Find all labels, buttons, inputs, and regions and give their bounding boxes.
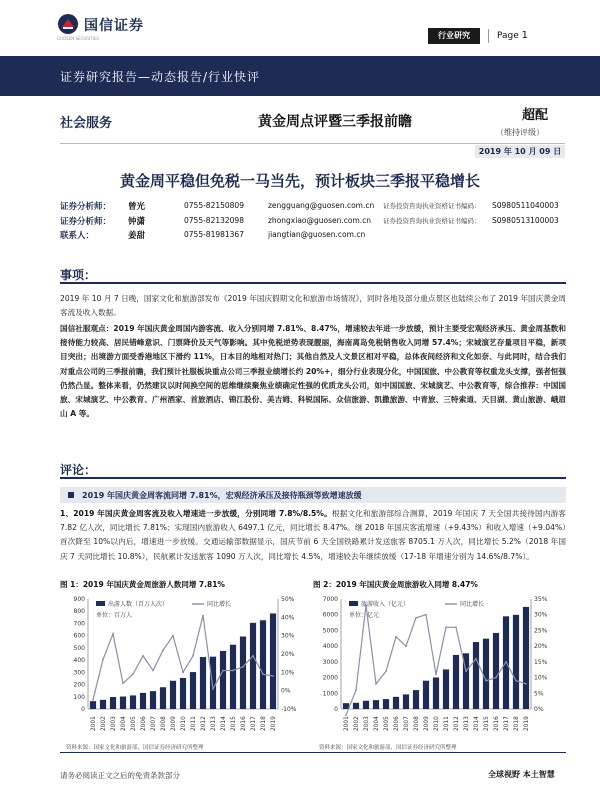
growth-point	[172, 635, 174, 637]
bar	[513, 615, 519, 709]
growth-point	[122, 682, 124, 684]
bar	[150, 691, 156, 709]
contact-name: 姜甜	[128, 231, 146, 241]
figure-bottom-rule	[60, 752, 566, 753]
bar	[270, 613, 276, 709]
y-right-tick-label: 0%	[534, 706, 544, 713]
analyst-email[interactable]: zhongxiao@guosen.com.cn	[268, 215, 372, 225]
bar	[353, 703, 359, 709]
y-right-tick-label: 40%	[281, 614, 295, 622]
x-tick-label: 2012	[454, 716, 460, 731]
unit-note: 单位：亿元	[349, 612, 380, 619]
company-name: 国信证券	[84, 18, 144, 34]
y-right-tick-label: 35%	[534, 596, 548, 603]
x-tick-label: 2010	[434, 716, 440, 731]
report-category: 证券研究报告—动态报告/行业快评	[60, 70, 261, 84]
x-tick-label: 2015	[231, 716, 237, 731]
x-tick-label: 2003	[364, 716, 370, 731]
subsection-bar	[60, 487, 566, 503]
x-tick-label: 2017	[504, 716, 510, 731]
y-left-tick-label: 100	[73, 693, 85, 701]
rating-note: （维持评级）	[496, 128, 544, 137]
growth-point	[262, 673, 264, 675]
chart-2-svg	[313, 591, 562, 741]
bar	[240, 637, 246, 709]
bar	[403, 694, 409, 709]
bar	[120, 697, 126, 709]
events-heading	[60, 266, 566, 284]
growth-point	[405, 645, 407, 647]
growth-point	[465, 670, 467, 672]
bar	[493, 633, 499, 709]
y-left-tick-label: 6000	[322, 611, 338, 619]
growth-point	[212, 688, 214, 690]
bar	[473, 642, 479, 709]
report-title: 黄金周点评暨三季报前瞻	[258, 114, 412, 130]
legend-bar-swatch	[349, 601, 358, 606]
bar	[180, 678, 186, 709]
growth-point	[142, 655, 144, 657]
x-tick-label: 2015	[484, 716, 490, 731]
analyst-row	[60, 215, 580, 230]
events-paragraph-2: 国信社服观点：2019 年国庆黄金周国内游客流、收入分别同增 7.81%、8.47%，增速较去年进一步放缓，预计主要受宏观经济承压、黄金周基数和接待能力较高、居民错峰意识、门票降价及天气等影响。其中免税逆势表现靓丽，海南离岛免税销售收入同增 57.4%；宋城演艺存量项目平稳，新项目突出；出境游方面受香港地区下滑约 11%，日本目的地相对热门；其他自然及人文景区相对平稳，总体夜间经济和文化如奈、与此同时，结合我们对重点公司的三季报前瞻，我们预计社服板块重点公司三季报业绩增长约 20%+，细分行业表现分化，中国国旅、中公教育等权重龙头支撑，强者恒强仍然凸显。整体来看，仍然建议以时间换空间的思维继续聚焦业绩确定性强的优质龙头公司，如中国国旅、宋城演艺、中公教育等，综合推荐：中国国旅、宋城演艺、中公教育、广州酒家、首旅酒店、锦江股份、美吉姆、科锐国际、众信旅游、凯撒旅游、中青旅、三特索道、天目湖、黄山旅游、峨眉山 A 等。	[60, 324, 566, 419]
growth-point	[475, 658, 477, 660]
legend-line-label: 同比增长	[207, 601, 232, 608]
figure-2-chart	[313, 591, 562, 741]
growth-point	[192, 655, 194, 657]
legend-bar-label: 出游人数（百万人次）	[108, 601, 169, 608]
divider	[60, 143, 565, 144]
sector-row	[0, 100, 600, 140]
legend-bar-swatch	[96, 601, 105, 606]
y-left-tick-label: 300	[73, 669, 85, 677]
y-left-tick-label: 600	[73, 632, 85, 640]
x-tick-label: 2009	[171, 716, 177, 731]
bar	[250, 623, 256, 709]
growth-point	[182, 671, 184, 673]
growth-point	[162, 649, 164, 651]
bar	[140, 693, 146, 709]
growth-point	[515, 680, 517, 682]
y-right-tick-label: 30%	[281, 632, 295, 640]
y-left-tick-label: 1000	[322, 690, 338, 698]
bar	[383, 699, 389, 709]
growth-point	[355, 689, 357, 691]
growth-point	[222, 670, 224, 672]
growth-point	[485, 680, 487, 682]
x-tick-label: 2008	[161, 716, 167, 731]
analyst-cert-number: S0980511040003	[492, 201, 559, 210]
sector-label: 社会服务	[60, 116, 113, 131]
report-type-tag: 行业研究	[428, 28, 480, 44]
growth-point	[495, 677, 497, 679]
analyst-row	[60, 229, 580, 244]
y-left-tick-label: 400	[73, 657, 85, 665]
x-tick-label: 2006	[394, 716, 400, 731]
footer-disclaimer: 请务必阅读正文之后的免责条款部分	[60, 771, 180, 780]
bar	[260, 620, 266, 709]
x-tick-label: 2008	[414, 716, 420, 731]
page-label: Page	[497, 31, 519, 41]
figure-2-source: 资料来源：国家文化和旅游部，国信证券经济研究所整理	[319, 745, 457, 751]
comments-paragraph-body: 根据文化和旅游部综合测算，2019 年国庆 7 天全国共接待国内游客 7.82 亿人次，同比增长 7.81%；实现国内旅游收入 6497.1 亿元，同比增长 8.47%。继 2018 年国庆客流增速（+9.43%）和收入增速（+9.04%）首次降至 10%以内后，增速进一步放缓。交通运输部数据显示，国庆节前 6 天全国铁路累计发送旅客 8705.1 万人次，同比增长 5.2%（2018 年国庆 7 天同比增长 10.8%），民航累计发送旅客 1090 万人次，同比增长 4.5%，增速较去年继续放缓（17-18 年增速分别为 14.6%/8.7%）。	[60, 509, 566, 561]
growth-point	[232, 670, 234, 672]
y-left-tick-label: 900	[73, 596, 85, 603]
comments-paragraph-lead: 1、2019 年国庆黄金周客流及收入增速进一步放缓，分别同增 7.8%/8.5%。	[60, 509, 332, 518]
y-left-tick-label: 700	[73, 620, 85, 628]
analyst-row	[60, 200, 580, 215]
growth-point	[435, 674, 437, 676]
x-tick-label: 2001	[91, 716, 97, 731]
analyst-phone: 0755-82132098	[184, 215, 244, 225]
x-tick-label: 2011	[444, 716, 450, 731]
report-date: 2019 年 10 月 09 日	[475, 145, 565, 158]
growth-point	[132, 673, 134, 675]
analyst-cert-number: S0980513100003	[492, 215, 559, 225]
growth-point	[92, 699, 94, 701]
x-tick-label: 2019	[271, 716, 277, 731]
company-subname: GUOSEN SECURITIES	[57, 36, 99, 41]
x-tick-label: 2005	[384, 716, 390, 731]
figure-2-title: 图 2：2019 年国庆黄金周旅游收入同增 8.47%	[313, 580, 478, 589]
events-paragraph-1: 2019 年 10 月 7 日晚，国家文化和旅游部发布《2019 年国庆假期文化和旅游市场情况》，同时各地及部分重点景区也陆续公布了 2019 年国庆黄金周客流及收入数据。	[60, 294, 566, 318]
analyst-list	[60, 200, 580, 244]
bar	[110, 697, 116, 709]
bar	[443, 669, 449, 709]
bar	[130, 695, 136, 709]
bar	[100, 700, 106, 709]
bar	[220, 651, 226, 709]
x-tick-label: 2002	[101, 716, 107, 731]
events-heading-text: 事项：	[60, 268, 97, 282]
contact-email[interactable]: jiangtian@guosen.com.cn	[268, 230, 366, 239]
bullet-square-icon	[68, 492, 74, 498]
figure-1-source: 资料来源：国家文化和旅游部，国信证券经济研究所整理	[66, 745, 204, 751]
legend-line-label: 同比增长	[460, 601, 485, 608]
figure-1-title: 图 1：2019 年国庆黄金周旅游人数同增 7.81%	[60, 580, 225, 589]
x-tick-label: 2016	[241, 716, 247, 731]
bar	[393, 697, 399, 709]
x-tick-label: 2014	[221, 716, 227, 731]
y-right-tick-label: 20%	[534, 643, 548, 651]
x-tick-label: 2017	[251, 716, 257, 731]
growth-point	[102, 659, 104, 661]
bar	[413, 690, 419, 709]
y-right-tick-label: 5%	[534, 690, 544, 698]
x-tick-label: 2004	[121, 716, 127, 731]
x-tick-label: 2013	[464, 716, 470, 731]
x-tick-label: 2018	[261, 716, 267, 731]
category-banner	[0, 56, 600, 96]
x-tick-label: 2011	[191, 716, 197, 731]
bar	[433, 677, 439, 709]
bar	[483, 639, 489, 709]
y-left-tick-label: 7000	[322, 596, 338, 603]
analyst-cert-label: 证券投资咨询执业资格证书编码：	[383, 202, 481, 210]
x-tick-label: 2016	[494, 716, 500, 731]
footer-slogan: 全球视野 本土智慧	[488, 770, 555, 779]
x-tick-label: 2012	[201, 716, 207, 731]
page-number: 1	[521, 30, 529, 41]
guosen-logo-icon	[57, 13, 79, 35]
bar	[200, 657, 206, 709]
y-left-tick-label: 4000	[322, 643, 338, 651]
y-left-tick-label: 200	[73, 681, 85, 689]
x-tick-label: 2007	[151, 716, 157, 731]
bar	[90, 701, 96, 709]
page-indicator	[488, 29, 528, 43]
x-tick-label: 2007	[404, 716, 410, 731]
main-title: 黄金周平稳但免税一马当先，预计板块三季报平稳增长	[119, 172, 480, 190]
x-tick-label: 2006	[141, 716, 147, 731]
y-right-tick-label: 0%	[281, 687, 291, 695]
y-right-tick-label: 50%	[281, 596, 295, 603]
y-right-tick-label: 10%	[281, 669, 295, 677]
y-left-tick-label: 2000	[322, 674, 338, 682]
rating: 超配	[522, 108, 549, 123]
bar	[453, 655, 459, 709]
subsection-title: 2019 年国庆黄金周客流同增 7.81%，宏观经济承压及接待瓶颈等致增速放缓	[82, 491, 362, 500]
growth-point	[415, 617, 417, 619]
x-tick-label: 2005	[131, 716, 137, 731]
analyst-role: 证券分析师：	[60, 202, 112, 212]
analyst-role: 证券分析师：	[60, 216, 112, 227]
page-header	[0, 0, 600, 48]
growth-point	[385, 670, 387, 672]
analyst-phone: 0755-82150809	[184, 201, 244, 210]
analyst-cert-label: 证券投资咨询执业资格证书编码：	[383, 216, 481, 225]
x-tick-label: 2003	[111, 716, 117, 731]
growth-point	[242, 666, 244, 668]
growth-point	[375, 683, 377, 685]
x-tick-label: 2002	[354, 716, 360, 731]
analyst-email[interactable]: zengguang@guosen.com.cn	[268, 201, 375, 210]
x-tick-label: 2009	[424, 716, 430, 731]
y-left-tick-label: 5000	[322, 627, 338, 635]
growth-point	[395, 636, 397, 638]
y-right-tick-label: 30%	[534, 611, 548, 619]
x-tick-label: 2001	[344, 716, 350, 731]
growth-point	[112, 633, 114, 635]
y-right-tick-label: -10%	[281, 706, 297, 713]
comments-paragraph	[60, 507, 566, 564]
bar	[170, 681, 176, 709]
figure-1-chart	[60, 591, 309, 741]
growth-point	[525, 683, 527, 685]
bar	[423, 681, 429, 709]
header-tags	[428, 27, 528, 45]
bar	[190, 672, 196, 709]
growth-point	[505, 661, 507, 663]
x-tick-label: 2004	[374, 716, 380, 731]
y-left-tick-label: 3000	[322, 658, 338, 666]
bar	[523, 607, 529, 709]
x-tick-label: 2019	[524, 716, 530, 731]
analyst-name: 曾光	[128, 202, 146, 212]
bar	[160, 687, 166, 709]
growth-point	[455, 626, 457, 628]
bar	[343, 703, 349, 709]
contact-phone: 0755-81981367	[184, 230, 244, 239]
x-tick-label: 2018	[514, 716, 520, 731]
contact-role: 联系人：	[60, 231, 95, 241]
y-right-tick-label: 25%	[534, 627, 548, 635]
y-right-tick-label: 10%	[534, 674, 548, 682]
x-tick-label: 2013	[211, 716, 217, 731]
legend-bar-label: 旅游收入（亿元）	[361, 601, 410, 608]
growth-point	[345, 714, 347, 716]
comments-heading	[60, 461, 566, 479]
y-left-tick-label: 500	[73, 644, 85, 652]
growth-point	[152, 670, 154, 672]
bar	[373, 700, 379, 709]
y-right-tick-label: 20%	[281, 651, 295, 658]
growth-point	[252, 655, 254, 657]
y-right-tick-label: 15%	[534, 658, 548, 666]
growth-point	[272, 675, 274, 677]
unit-note: 单位：百万人	[96, 612, 133, 619]
growth-point	[202, 615, 204, 617]
x-tick-label: 2014	[474, 716, 480, 731]
growth-point	[425, 614, 427, 616]
comments-heading-text: 评论：	[60, 463, 97, 477]
y-left-tick-label: 0	[334, 706, 338, 713]
y-left-tick-label: 800	[73, 608, 85, 616]
analyst-name: 钟潇	[128, 216, 146, 227]
y-left-tick-label: 0	[81, 706, 85, 713]
growth-point	[445, 626, 447, 628]
x-tick-label: 2010	[181, 716, 187, 731]
bar	[210, 657, 216, 709]
bar	[230, 645, 236, 709]
bar	[363, 701, 369, 709]
chart-1-svg	[60, 591, 309, 741]
